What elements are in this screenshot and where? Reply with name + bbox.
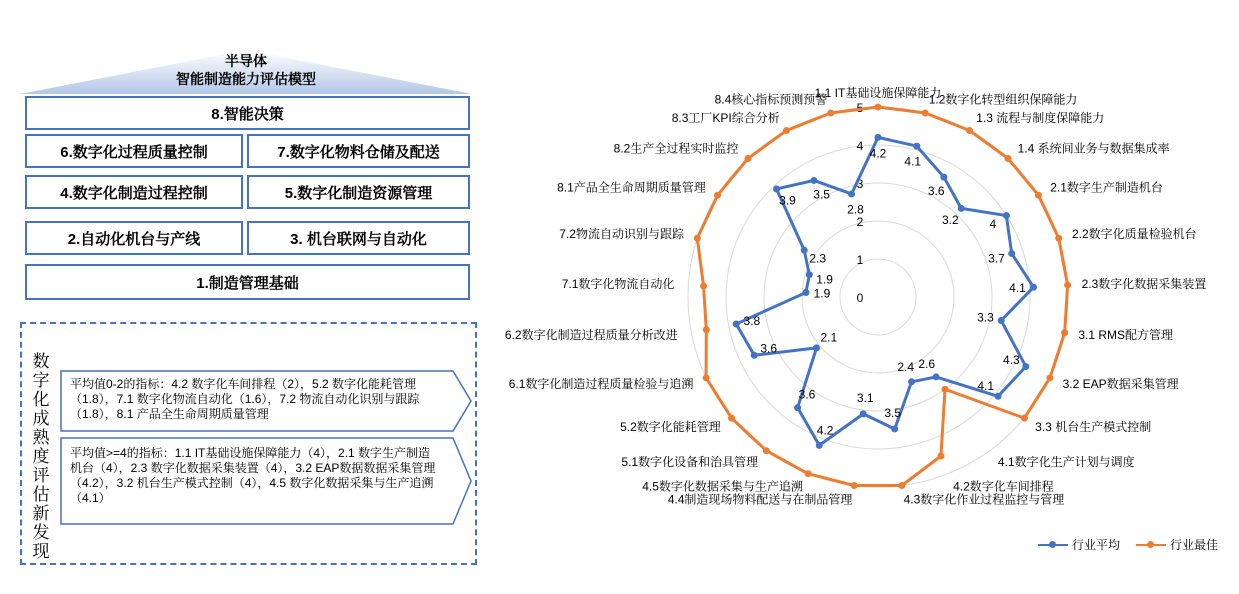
radial-tick-label: 0 <box>856 291 864 305</box>
radial-tick-label: 2 <box>856 215 864 229</box>
level-6-box: 6.数字化过程质量控制 <box>25 134 243 168</box>
data-label-avg: 4 <box>989 217 997 232</box>
data-point-best <box>714 192 721 199</box>
data-point-best <box>966 127 973 134</box>
category-label: 6.2数字化制造过程质量分析改进 <box>504 328 678 343</box>
model-title-line2: 智能制造能力评估模型 <box>176 71 316 87</box>
data-point-best <box>1046 374 1053 381</box>
category-label: 1.4 系统间业务与数据集成率 <box>1017 141 1170 156</box>
data-point-best <box>898 482 905 489</box>
data-point-avg <box>848 190 855 197</box>
data-point-avg <box>802 289 809 296</box>
data-point-best <box>1055 235 1062 242</box>
data-point-best <box>805 470 812 477</box>
data-point-best <box>942 386 949 393</box>
data-label-avg: 3.6 <box>927 184 945 199</box>
category-label: 1.2数字化转型组织保障能力 <box>928 92 1078 107</box>
category-label: 5.2数字化能耗管理 <box>620 420 721 435</box>
findings-title: 数字化成熟度评估新发现 <box>32 352 50 561</box>
data-point-best <box>851 482 858 489</box>
data-point-avg <box>875 134 882 141</box>
data-point-avg <box>816 442 823 449</box>
data-label-avg: 1.9 <box>816 272 833 287</box>
category-label: 1.3 流程与制度保障能力 <box>976 111 1105 126</box>
legend-best-swatch <box>1136 540 1166 550</box>
data-point-avg <box>891 425 898 432</box>
level-1-box: 1.制造管理基础 <box>25 264 470 300</box>
data-point-avg <box>794 404 801 411</box>
data-point-best <box>827 109 834 116</box>
data-point-avg <box>773 185 780 192</box>
model-title-line1: 半导体 <box>225 53 267 69</box>
level-7-box: 7.数字化物料仓储及配送 <box>247 134 470 168</box>
data-point-avg <box>860 410 867 417</box>
legend-avg-label: 行业平均 <box>1072 538 1121 552</box>
data-point-best <box>1021 415 1028 422</box>
data-point-best <box>1035 192 1042 199</box>
data-point-best <box>703 374 710 381</box>
radial-tick-label: 3 <box>856 177 864 191</box>
category-label: 3.3 机台生产模式控制 <box>1035 420 1152 435</box>
data-point-best <box>700 283 707 290</box>
data-point-avg <box>998 317 1005 324</box>
legend-best <box>1136 536 1218 553</box>
data-point-avg <box>1030 284 1037 291</box>
category-label: 4.5数字化数据采集与生产追溯 <box>642 479 803 494</box>
level-2-box: 2.自动化机台与产线 <box>25 221 243 255</box>
data-point-best <box>1061 329 1068 336</box>
data-point-avg <box>958 205 965 212</box>
legend-avg <box>1038 536 1120 553</box>
category-label: 7.2物流自动识别与跟踪 <box>559 226 684 241</box>
legend-best-label: 行业最佳 <box>1170 538 1219 552</box>
data-point-best <box>1064 282 1071 289</box>
radar-chart <box>480 60 1239 530</box>
level-4-box: 4.数字化制造过程控制 <box>25 175 243 209</box>
category-label: 4.1数字化生产计划与调度 <box>997 455 1135 470</box>
data-point-best <box>875 104 882 111</box>
data-label-avg: 4.1 <box>904 154 922 169</box>
data-label-avg: 4.1 <box>1009 281 1026 296</box>
category-label: 3.1 RMS配方管理 <box>1078 328 1174 343</box>
data-label-avg: 2.1 <box>820 330 838 345</box>
data-label-avg: 3.9 <box>779 193 796 208</box>
data-label-avg: 3.5 <box>884 406 902 421</box>
category-label: 3.2 EAP数据采集管理 <box>1062 376 1179 391</box>
data-point-avg <box>940 174 947 181</box>
data-point-best <box>1005 155 1012 162</box>
grid-circle <box>840 259 916 335</box>
category-label: 4.3数字化作业过程监控与管理 <box>903 492 1065 507</box>
data-point-avg <box>1003 212 1010 219</box>
data-point-avg <box>1022 363 1029 370</box>
data-point-avg <box>913 143 920 150</box>
data-point-best <box>783 127 790 134</box>
category-label: 8.2生产全过程实时监控 <box>613 141 739 156</box>
category-label: 8.3工厂KPI综合分析 <box>671 111 780 126</box>
data-point-avg <box>733 321 740 328</box>
data-label-avg: 3.6 <box>760 341 778 356</box>
category-label: 2.3数字化数据采集装置 <box>1081 277 1207 292</box>
data-point-best <box>937 452 944 459</box>
level-8-box: 8.智能决策 <box>25 96 470 130</box>
data-point-best <box>728 415 735 422</box>
category-label: 4.2数字化车间排程 <box>953 479 1054 494</box>
category-label: 8.1产品全生命周期质量管理 <box>557 180 706 195</box>
data-label-avg: 2.6 <box>918 356 936 371</box>
data-label-avg: 4.2 <box>816 423 834 438</box>
radial-tick-label: 1 <box>856 253 864 267</box>
legend-avg-swatch <box>1038 540 1068 550</box>
data-point-best <box>703 326 710 333</box>
data-label-avg: 3.1 <box>856 390 874 405</box>
level-3-box: 3. 机台联网与自动化 <box>247 221 470 255</box>
data-point-avg <box>813 344 820 351</box>
category-label: 2.2数字化质量检验机台 <box>1072 226 1197 241</box>
radial-tick-label: 4 <box>856 139 864 153</box>
level-5-box: 5.数字化制造资源管理 <box>247 175 470 209</box>
data-label-avg: 2.4 <box>897 359 915 374</box>
data-point-avg <box>933 373 940 380</box>
radial-tick-label: 5 <box>856 101 864 115</box>
category-label: 2.1数字生产制造机台 <box>1050 180 1163 195</box>
category-label: 4.4制造现场物料配送与在制品管理 <box>667 492 853 507</box>
data-label-avg: 4.2 <box>869 146 887 161</box>
data-point-best <box>744 155 751 162</box>
data-point-avg <box>801 247 808 254</box>
data-label-avg: 3.8 <box>743 314 761 329</box>
data-point-avg <box>806 271 813 278</box>
data-label-avg: 4.3 <box>1003 352 1020 367</box>
data-label-avg: 2.3 <box>809 251 827 266</box>
data-label-avg: 2.8 <box>847 202 864 217</box>
category-label: 7.1数字化物流自动化 <box>561 277 675 292</box>
category-label: 1.1 IT基础设施保障能力 <box>814 86 942 100</box>
category-label: 8.4核心指标预测预警 <box>714 92 828 107</box>
high-findings-text: 平均值>=4的指标：1.1 IT基础设施保障能力（4），2.1 数字生产制造机台（4），2.3 数字化数据采集装置（4），3.2 EAP数据数据采集管理（4.2），3.2 机台生产模式控制（4），4.5 数字化数据采集与生产追溯（4.1） <box>70 446 436 505</box>
data-point-avg <box>751 352 758 359</box>
low-findings-text: 平均值0-2的指标：4.2 数字化车间排程（2），5.2 数字化能耗管理（1.8），7.1 数字化物流自动化（1.6），7.2 物流自动化识别与跟踪（1.8），8.1 产品全生命周期质量管理 <box>70 377 420 421</box>
data-label-avg: 3.7 <box>988 251 1005 266</box>
data-label-avg: 4.1 <box>977 379 995 394</box>
data-point-avg <box>995 393 1002 400</box>
model-title <box>20 52 472 88</box>
data-label-avg: 3.3 <box>977 310 994 325</box>
data-label-avg: 1.9 <box>813 286 831 301</box>
data-point-best <box>922 109 929 116</box>
data-label-avg: 3.5 <box>813 187 830 202</box>
category-label: 6.1数字化制造过程质量检验与追溯 <box>508 376 694 391</box>
data-point-avg <box>810 177 817 184</box>
category-label: 5.1数字化设备和治具管理 <box>621 455 759 470</box>
data-label-avg: 3.2 <box>941 213 959 228</box>
series-line-best <box>697 107 1067 486</box>
data-label-avg: 3.6 <box>798 387 816 402</box>
data-point-best <box>694 235 701 242</box>
data-point-avg <box>908 378 915 385</box>
data-point-avg <box>1008 250 1015 257</box>
data-point-best <box>763 447 770 454</box>
